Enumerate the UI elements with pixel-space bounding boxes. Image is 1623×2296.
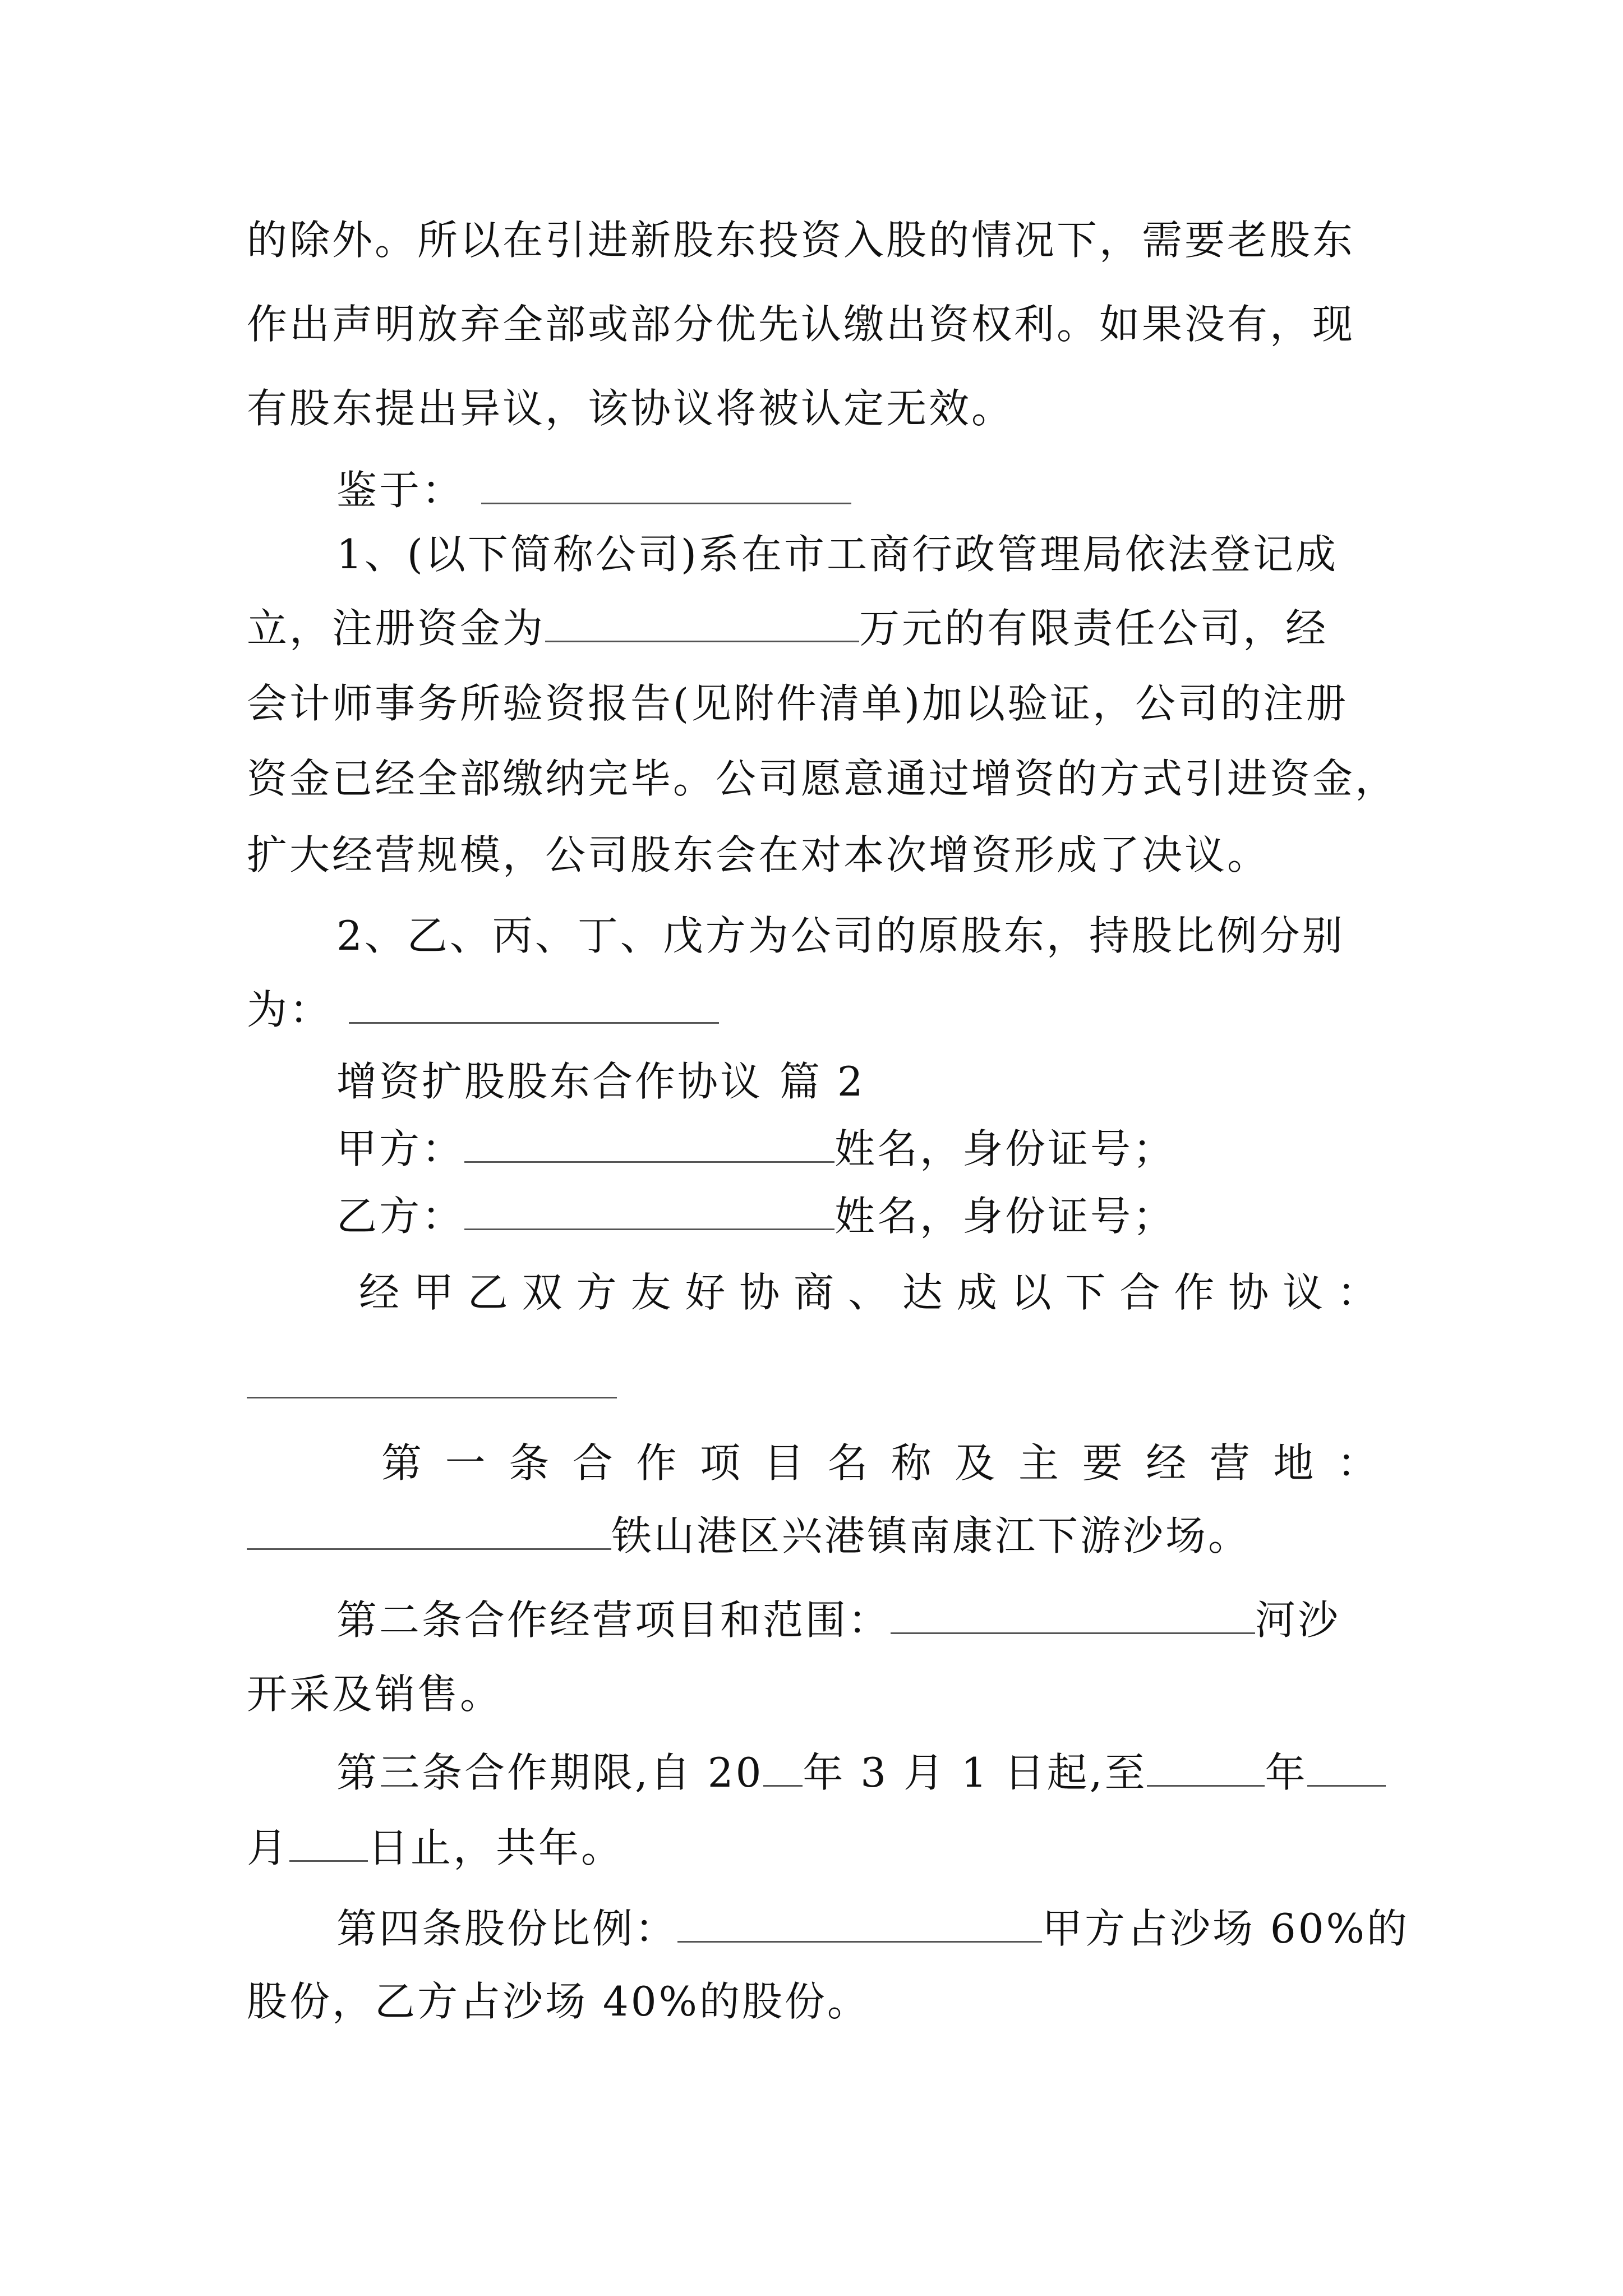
fill-blank [545, 601, 859, 642]
fill-blank [481, 463, 851, 504]
text-segment: 立，注册资金为 [247, 605, 546, 652]
text-segment: 月 [247, 1824, 290, 1871]
paragraph-line: 2、乙、丙、丁、戊方为公司的原股东，持股比例分别 [336, 912, 1345, 959]
party-b-line [336, 1189, 1380, 1243]
whereas-line [336, 463, 1380, 517]
fill-blank [763, 1746, 803, 1787]
paragraph-line: 经甲乙双方友好协商、达成以下合作协议： [359, 1269, 1380, 1316]
paragraph-line: 资金已经全部缴纳完毕。公司愿意通过增资的方式引进资金， [247, 755, 1398, 802]
fill-blank [247, 1509, 611, 1550]
text-segment: 姓名，身份证号； [834, 1125, 1176, 1172]
paragraph-line: 有股东提出异议，该协议将被认定无效。 [247, 385, 1015, 432]
fill-blank [464, 1122, 834, 1163]
text-segment: 年 3 月 1 日起,至 [803, 1749, 1147, 1796]
fill-blank [464, 1189, 834, 1230]
paragraph-line: 1、(以下简称公司)系在市工商行政管理局依法登记成 [336, 531, 1338, 578]
fill-blank [1307, 1746, 1386, 1787]
text-segment: 日止，共年。 [368, 1824, 624, 1871]
fill-blank [349, 983, 719, 1024]
party-a-line [336, 1122, 1380, 1176]
paragraph-line: 作出声明放弃全部或部分优先认缴出资权利。如果没有，现 [247, 301, 1355, 348]
paragraph-line: 扩大经营规模，公司股东会在对本次增资形成了决议。 [247, 831, 1270, 878]
paragraph-line [336, 1746, 1380, 1800]
fill-blank [1147, 1746, 1265, 1787]
article-heading: 第一条合作项目名称及主要经营地： [381, 1439, 1380, 1487]
text-segment: 第四条股份比例： [336, 1905, 678, 1952]
whereas-label: 鉴于： [336, 467, 465, 514]
paragraph-line: 的除外。所以在引进新股东投资入股的情况下，需要老股东 [247, 217, 1355, 264]
heading-number: 篇 2 [780, 1058, 865, 1105]
paragraph-line [247, 601, 1380, 655]
paragraph-line [336, 1902, 1409, 1955]
text-segment: 第二条合作经营项目和范围： [336, 1596, 891, 1644]
paragraph-line: 股份，乙方占沙场 40%的股份。 [247, 1978, 870, 2025]
text-segment: 第三条合作期限,自 20 [336, 1749, 764, 1796]
fill-blank [289, 1821, 368, 1862]
text-segment: 铁山港区兴港镇南康江下游沙场。 [611, 1512, 1251, 1559]
party-label: 乙方： [336, 1193, 465, 1240]
fill-blank [247, 1380, 617, 1398]
heading-title: 增资扩股股东合作协议 [336, 1058, 763, 1105]
section-heading [336, 1055, 1380, 1108]
text-segment: 姓名，身份证号； [834, 1193, 1176, 1240]
party-label: 甲方： [336, 1125, 465, 1172]
paragraph-line [247, 1509, 1380, 1563]
paragraph-line [247, 1821, 1380, 1875]
text-segment: 甲方占沙场 60%的 [1042, 1905, 1409, 1952]
paragraph-line: 开采及销售。 [247, 1671, 503, 1718]
paragraph-line [247, 983, 1380, 1037]
text-segment: 年 [1265, 1749, 1308, 1796]
blank-line [247, 1358, 1380, 1411]
text-segment: 万元的有限责任公司，经 [859, 605, 1329, 652]
text-segment: 河沙 [1255, 1596, 1341, 1644]
text-segment: 为： [247, 986, 333, 1033]
paragraph-line [336, 1593, 1380, 1647]
fill-blank [677, 1902, 1042, 1943]
fill-blank [891, 1593, 1255, 1634]
paragraph-line: 会计师事务所验资报告(见附件清单)加以验证，公司的注册 [247, 680, 1349, 727]
